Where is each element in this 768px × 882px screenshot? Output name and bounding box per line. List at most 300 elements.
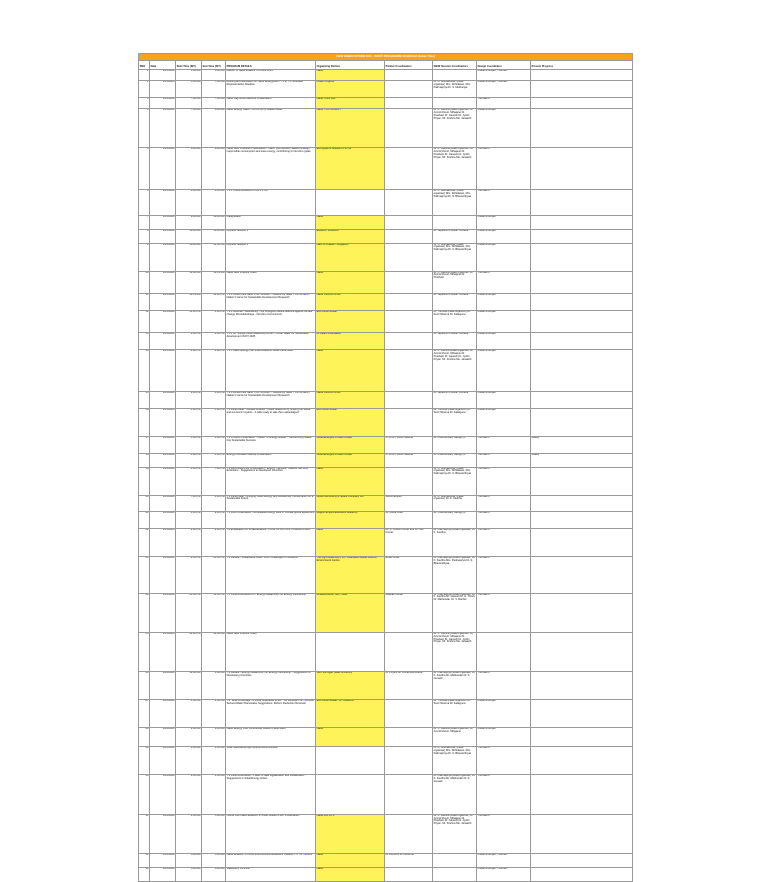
design-coordinator-cell[interactable]: Thomath K — [477, 453, 531, 467]
start-time-cell[interactable]: 6:30 PM — [176, 467, 202, 495]
design-coordinator-cell[interactable]: Thomath K — [477, 495, 531, 512]
partner-coordinators-cell[interactable]: Dr. Anbar Rola — [385, 512, 433, 529]
session-coordinators-cell[interactable]: Dr. Padmapriya (Lead organiser) Dr. K. Kavitha — [433, 529, 477, 557]
design-coordinator-cell[interactable]: Pavan/Vinenjan — [477, 727, 531, 747]
sno-cell[interactable]: 16 — [139, 408, 150, 436]
design-coordinator-cell[interactable]: Pavan/Vinenjan, Thomath — [477, 81, 531, 98]
start-time-cell[interactable]: 7:00 AM — [176, 97, 202, 108]
session-coordinators-cell[interactable]: Dr. Padmapriya (Lead organiser) Dr. K. Kavitha Mr. Ganesh Dr. G. Tsiruly Dr. Mathoodar. Dr. V. Rachel — [433, 593, 477, 632]
end-time-cell[interactable]: 6:00 AM — [202, 70, 226, 81]
organizing-partner-cell[interactable]: Eco-Clubs Global — [316, 310, 385, 332]
sno-cell[interactable]: 20 — [139, 495, 150, 512]
sno-cell[interactable]: 7 — [139, 215, 150, 229]
program-details-cell[interactable]: ISEW Best Practice Video — [226, 632, 316, 671]
start-time-cell[interactable]: 3:00 AM — [176, 747, 202, 775]
session-coordinators-cell[interactable]: Dr. Padmapriya (Lead organiser) Dr. K. Kavitha Mr. Mathoodar Dr. S. Gunasil — [433, 671, 477, 699]
start-time-cell[interactable]: 11:15 AM — [176, 293, 202, 310]
organizing-partner-cell[interactable]: The Light Millennium, Inc. Charitable Global Science Environment Centre — [316, 557, 385, 593]
design-coordinator-cell[interactable]: Pavan/Vinenjan — [477, 215, 531, 229]
design-coordinator-cell[interactable]: Thomath K — [477, 671, 531, 699]
sno-cell[interactable]: 30 — [139, 775, 150, 814]
organizing-partner-cell[interactable]: Green Astronomy & Space Company Ltd — [316, 495, 385, 512]
sno-cell[interactable]: 19 — [139, 467, 150, 495]
session-coordinators-cell[interactable]: Dr. K. Kavitha (Lead organizer) Dr. Anmol Munot, Mihajanu Dr. Prashant Dr. Ganesh Dr. Jyothi Priyan, Mr. Krishna Mo. Janaarth — [433, 109, 477, 148]
design-coordinator-cell[interactable]: Pavan/Vinenjan — [477, 310, 531, 332]
end-time-cell[interactable]: 10:30 PM — [202, 557, 226, 593]
session-coordinators-cell[interactable]: Dr. C. Muthukumar, (Lead organiser) Mrs. Rohidasan, Mrs. Padmapriya Dr. S. Bhavanithyaa — [433, 243, 477, 271]
program-details-cell[interactable]: Offline Live ISEW ENERGYSTORM Student Pitch Presentation — [226, 814, 316, 853]
start-time-cell[interactable]: 9:30 PM — [176, 557, 202, 593]
start-time-cell[interactable]: 3:30 AM — [176, 775, 202, 814]
program-details-cell[interactable]: 7.5 Debate - Sustainable Cities: From Challenges to Solutions — [226, 557, 316, 593]
session-coordinators-cell[interactable]: Dr. Jayasinth Poovan Vithiana — [433, 333, 477, 350]
partner-coordinators-cell[interactable] — [385, 190, 433, 215]
partner-coordinators-cell[interactable]: Dr. C. Vinesh Kumar and Dr. Sell Kumar — [385, 529, 433, 557]
organizing-partner-cell[interactable]: ISEW — [316, 271, 385, 293]
end-time-cell[interactable]: 2:00 AM — [202, 699, 226, 727]
end-time-cell[interactable]: 10:30 AM — [202, 229, 226, 243]
end-time-cell[interactable]: 6:00 AM — [202, 867, 226, 881]
partner-coordinators-cell[interactable] — [385, 408, 433, 436]
organizing-partner-cell[interactable]: ISEW — [316, 70, 385, 81]
program-details-cell[interactable]: Valedictory Function — [226, 867, 316, 881]
start-time-cell[interactable]: 8:00 PM — [176, 512, 202, 529]
design-coordinator-cell[interactable]: Pavan/Vinenjan — [477, 391, 531, 408]
partner-coordinators-cell[interactable] — [385, 727, 433, 747]
end-time-cell[interactable]: 11:00 AM — [202, 243, 226, 271]
organizing-partner-cell[interactable] — [316, 775, 385, 814]
end-time-cell[interactable]: 8:00 AM — [202, 109, 226, 148]
end-time-cell[interactable]: 7:30 PM — [202, 467, 226, 495]
present-progress-cell[interactable] — [531, 190, 633, 215]
start-time-cell[interactable]: 4:00 PM — [176, 408, 202, 436]
present-progress-cell[interactable] — [531, 81, 633, 98]
partner-coordinators-cell[interactable] — [385, 747, 433, 775]
design-coordinator-cell[interactable]: Thomath K — [477, 97, 531, 108]
start-time-cell[interactable]: 6:00 PM — [176, 453, 202, 467]
partner-coordinators-cell[interactable] — [385, 81, 433, 98]
partner-coordinators-cell[interactable]: Dr Priya & Mr Vishal Boonsherik — [385, 671, 433, 699]
start-time-cell[interactable]: 7:30 PM — [176, 495, 202, 512]
design-coordinator-cell[interactable]: Thomath K — [477, 814, 531, 853]
partner-coordinators-cell[interactable] — [385, 467, 433, 495]
session-coordinators-cell[interactable]: Dr. K. Kavitha (Lead organizer) Dr. Anmol Munot, Mihajanu Dr. Prashant Dr. Ganesh Dr. Jyothi Priyan, Mr. Krishna Mo. Janaarth — [433, 148, 477, 190]
present-progress-cell[interactable] — [531, 699, 633, 727]
sno-cell[interactable]: 17 — [139, 436, 150, 453]
session-coordinators-cell[interactable]: Dr. Jayasinth Poovan Vithiana — [433, 229, 477, 243]
session-coordinators-cell[interactable]: Dr. Jayasinth Poovan Vithiana — [433, 391, 477, 408]
end-time-cell[interactable]: 5:00 PM — [202, 408, 226, 436]
column-header[interactable]: SNO — [139, 61, 150, 70]
partner-coordinators-cell[interactable] — [385, 215, 433, 229]
present-progress-cell[interactable] — [531, 529, 633, 557]
date-cell[interactable]: 3/15/2024 — [150, 97, 176, 108]
date-cell[interactable]: 3/15/2024 — [150, 593, 176, 632]
date-cell[interactable]: 3/16/2024 — [150, 814, 176, 853]
sno-cell[interactable]: 12 — [139, 310, 150, 332]
design-coordinator-cell[interactable]: Thomath K — [477, 436, 531, 453]
session-coordinators-cell[interactable] — [433, 853, 477, 867]
end-time-cell[interactable]: 5:00 AM — [202, 814, 226, 853]
program-details-cell[interactable]: 7.3 Panel Meet - Bridging Clean Energy and Biodiversity Conservation for a Sustainable Future — [226, 495, 316, 512]
sno-cell[interactable]: 22 — [139, 529, 150, 557]
end-time-cell[interactable]: 12:30 PM — [202, 293, 226, 310]
date-cell[interactable]: 3/15/2024 — [150, 632, 176, 671]
present-progress-cell[interactable] — [531, 148, 633, 190]
end-time-cell[interactable]: 10:00 AM — [202, 215, 226, 229]
partner-coordinators-cell[interactable]: A. (Prof.) Girish Saxena — [385, 453, 433, 467]
program-details-cell[interactable]: Keynote Session 1 — [226, 229, 316, 243]
partner-coordinators-cell[interactable] — [385, 867, 433, 881]
date-cell[interactable]: 3/15/2024 — [150, 81, 176, 98]
organizing-partner-cell[interactable] — [316, 632, 385, 671]
partner-coordinators-cell[interactable] — [385, 243, 433, 271]
present-progress-cell[interactable] — [531, 814, 633, 853]
sno-cell[interactable]: 31 — [139, 814, 150, 853]
present-progress-cell[interactable] — [531, 727, 633, 747]
session-coordinators-cell[interactable]: Dr. Jayasinth Poovan Vithiana — [433, 293, 477, 310]
start-time-cell[interactable]: 8:00 AM — [176, 148, 202, 190]
present-progress-cell[interactable] — [531, 243, 633, 271]
design-coordinator-cell[interactable]: Pavan/Vinenjan — [477, 349, 531, 391]
partner-coordinators-cell[interactable] — [385, 775, 433, 814]
partner-coordinators-cell[interactable] — [385, 349, 433, 391]
present-progress-cell[interactable] — [531, 557, 633, 593]
partner-coordinators-cell[interactable] — [385, 310, 433, 332]
session-coordinators-cell[interactable]: Dr. C. Muthukumar, (Lead organiser) Mrs. Rohidasan, Mrs. Padmapriya Dr. S. Mukherjee — [433, 81, 477, 98]
program-details-cell[interactable]: 7.1.5 ISEW Energy Pan-India Academic Head Panel Meet — [226, 349, 316, 391]
program-details-cell[interactable]: Keynote Session 2 — [226, 243, 316, 271]
program-details-cell[interactable]: 7.2 Panel Meet - Climate Finance - builds resilience by funding the social and economic impacts - it calls ready to take Zero advantages? — [226, 408, 316, 436]
present-progress-cell[interactable] — [531, 775, 633, 814]
sno-cell[interactable]: 3 — [139, 97, 150, 108]
start-time-cell[interactable]: 1:00 PM — [176, 333, 202, 350]
organizing-partner-cell[interactable]: ISEF & Coastal - Singapore — [316, 243, 385, 271]
end-time-cell[interactable]: 1:00 AM — [202, 671, 226, 699]
date-cell[interactable]: 3/15/2024 — [150, 557, 176, 593]
organizing-partner-cell[interactable]: ISEW — [316, 467, 385, 495]
sno-cell[interactable]: 4 — [139, 109, 150, 148]
sno-cell[interactable]: 11 — [139, 293, 150, 310]
date-cell[interactable]: 3/15/2024 — [150, 215, 176, 229]
program-details-cell[interactable]: 7.5 Panel Discussion on - Energy Leadership VIII Energy Partnership — [226, 593, 316, 632]
start-time-cell[interactable]: 10:30 AM — [176, 243, 202, 271]
present-progress-cell[interactable] — [531, 70, 633, 81]
organizing-partner-cell[interactable]: SRU Michigan State University — [316, 671, 385, 699]
start-time-cell[interactable]: 9:30 AM — [176, 215, 202, 229]
sno-cell[interactable]: 8 — [139, 229, 150, 243]
partner-coordinators-cell[interactable] — [385, 699, 433, 727]
partner-coordinators-cell[interactable]: Sona Lampso — [385, 495, 433, 512]
design-coordinator-cell[interactable]: Thomath K — [477, 747, 531, 775]
program-details-cell[interactable]: ISEW Best Practice Video — [226, 271, 316, 293]
column-header[interactable]: Partner Coordinators — [385, 61, 433, 70]
design-coordinator-cell[interactable]: Thomath K — [477, 512, 531, 529]
session-coordinators-cell[interactable]: Dr. K. Kavitha (Lead organizer) Dr. Anmol Munot, Mihajanu Dr. Prashant Dr. Ganesh Dr. Jyothi Priyan, Mr. Krishna Mo. Janaarth — [433, 632, 477, 671]
present-progress-cell[interactable] — [531, 632, 633, 671]
date-cell[interactable]: 3/15/2024 — [150, 243, 176, 271]
program-details-cell[interactable]: 7.6 Debate - Energy Leadership VIII Energy Partnership - Suggestions to Developing Countries — [226, 671, 316, 699]
date-cell[interactable]: 3/15/2024 — [150, 109, 176, 148]
organizing-partner-cell[interactable]: ISEW — [316, 727, 385, 747]
start-time-cell[interactable]: 10:00 AM — [176, 229, 202, 243]
date-cell[interactable]: 3/15/2024 — [150, 271, 176, 293]
present-progress-cell[interactable] — [531, 271, 633, 293]
date-cell[interactable]: 3/15/2024 — [150, 148, 176, 190]
sno-cell[interactable]: 21 — [139, 512, 150, 529]
sno-cell[interactable]: 26 — [139, 671, 150, 699]
column-header[interactable]: End Time (IST) — [202, 61, 226, 70]
session-coordinators-cell[interactable] — [433, 97, 477, 108]
design-coordinator-cell[interactable]: Thomath K — [477, 529, 531, 557]
session-coordinators-cell[interactable] — [433, 867, 477, 881]
end-time-cell[interactable]: 7:30 AM — [202, 97, 226, 108]
start-time-cell[interactable]: 4:00 AM — [176, 814, 202, 853]
date-cell[interactable]: 3/15/2024 — [150, 408, 176, 436]
program-details-cell[interactable]: 7.2 Product Presentation - Plastic To Energy Market - Transforming Waste Into Sustainable Success — [226, 436, 316, 453]
partner-coordinators-cell[interactable] — [385, 333, 433, 350]
end-time-cell[interactable]: 9:00 PM — [202, 512, 226, 529]
organizing-partner-cell[interactable]: Regent Empire Education Academy — [316, 512, 385, 529]
partner-coordinators-cell[interactable]: Dr Donna & Dr Lucienne — [385, 853, 433, 867]
program-details-cell[interactable]: 7.1.6 Where Lies NEW YOUTH ARMY - Hosted By ISEW YOUTH ARMY Nation's Game for Sustainable Development Research — [226, 391, 316, 408]
present-progress-cell[interactable]: Ready — [531, 436, 633, 453]
partner-coordinators-cell[interactable] — [385, 70, 433, 81]
date-cell[interactable]: 3/15/2024 — [150, 70, 176, 81]
session-coordinators-cell[interactable] — [433, 70, 477, 81]
design-coordinator-cell[interactable]: Thomath K — [477, 557, 531, 593]
program-details-cell[interactable]: ISEW Energy Inter Continental Student Panel Meet — [226, 727, 316, 747]
present-progress-cell[interactable] — [531, 391, 633, 408]
start-time-cell[interactable]: 7:30 AM — [176, 109, 202, 148]
end-time-cell[interactable]: 9:30 PM — [202, 529, 226, 557]
design-coordinator-cell[interactable]: Pavan/Vinenjan, Thomath — [477, 853, 531, 867]
date-cell[interactable]: 3/15/2024 — [150, 391, 176, 408]
end-time-cell[interactable]: 9:00 AM — [202, 148, 226, 190]
sno-cell[interactable]: 33 — [139, 867, 150, 881]
organizing-partner-cell[interactable]: ISEW — [316, 215, 385, 229]
session-coordinators-cell[interactable]: Dr. Thomas (Lead organizer) Dr. Sunil Sharma Dr. Kalaiguna — [433, 408, 477, 436]
session-coordinators-cell[interactable]: Dr. Thomas (Lead organizer) Dr. Sunil Sharma Dr. Kalaiguna — [433, 699, 477, 727]
organizing-partner-cell[interactable]: ISEW — [316, 349, 385, 391]
sno-cell[interactable]: 1 — [139, 70, 150, 81]
start-time-cell[interactable]: 10:30 PM — [176, 593, 202, 632]
organizing-partner-cell[interactable]: ENERGY ENIGMA — [316, 229, 385, 243]
session-coordinators-cell[interactable]: Dr. Preetha Mary George (L — [433, 436, 477, 453]
date-cell[interactable]: 3/16/2024 — [150, 775, 176, 814]
program-details-cell[interactable]: 7.1.1 Where Lies NEW YOUTH ARMY - Hosted By ISEW YOUTH ARMY Nation's Game for Sustainable Development Research — [226, 293, 316, 310]
present-progress-cell[interactable] — [531, 229, 633, 243]
design-coordinator-cell[interactable]: Pavan/Vinenjan — [477, 699, 531, 727]
session-coordinators-cell[interactable]: Dr. K. Kavitha (Lead organizer) Dr. Anmol Munot, Mihajanu Dr. Prashant Dr. Ganesh Dr. Jyothi Priyan, Mr. Krishna Mo. Janaarth — [433, 814, 477, 853]
end-time-cell[interactable]: 6:30 PM — [202, 453, 226, 467]
date-cell[interactable]: 3/15/2024 — [150, 349, 176, 391]
start-time-cell[interactable]: 12:00 AM — [176, 671, 202, 699]
column-header[interactable]: ISEW Session Coordinators — [433, 61, 477, 70]
sno-cell[interactable]: 6 — [139, 190, 150, 215]
present-progress-cell[interactable] — [531, 293, 633, 310]
design-coordinator-cell[interactable]: Pavan/Vinenjan — [477, 243, 531, 271]
design-coordinator-cell[interactable]: Thomath K — [477, 190, 531, 215]
partner-coordinators-cell[interactable]: Eman Umar — [385, 557, 433, 593]
start-time-cell[interactable]: 1:00 AM — [176, 699, 202, 727]
end-time-cell[interactable]: 2:00 PM — [202, 333, 226, 350]
start-time-cell[interactable]: 2:00 PM — [176, 349, 202, 391]
start-time-cell[interactable]: 5:30 AM — [176, 867, 202, 881]
organizing-partner-cell[interactable]: ISEW INDIAN CLUB — [316, 293, 385, 310]
design-coordinator-cell[interactable]: Pavan/Vinenjan — [477, 229, 531, 243]
date-cell[interactable]: 3/16/2024 — [150, 867, 176, 881]
partner-coordinators-cell[interactable] — [385, 229, 433, 243]
column-header[interactable]: Date — [150, 61, 176, 70]
start-time-cell[interactable]: 9:00 AM — [176, 190, 202, 215]
present-progress-cell[interactable] — [531, 408, 633, 436]
date-cell[interactable]: 3/15/2024 — [150, 229, 176, 243]
sno-cell[interactable]: 2 — [139, 81, 150, 98]
date-cell[interactable]: 3/16/2024 — [150, 671, 176, 699]
session-coordinators-cell[interactable]: Dr. K. Kavitha (Lead organizer) Dr. Anmol Munot, Mihajanu — [433, 727, 477, 747]
program-details-cell[interactable]: ISEW Best Practices Presentation - Teach your workers Tasked to adopt responsible consumption and save energy, contributing to Net Zero goals — [226, 148, 316, 190]
sno-cell[interactable]: 25 — [139, 632, 150, 671]
program-details-cell[interactable]: 7.1.3 Webinar - Biodiversity - our strongest natural defence against climate change #GoodHerbiage - Net Zero Commitment — [226, 310, 316, 332]
present-progress-cell[interactable] — [531, 853, 633, 867]
program-details-cell[interactable]: ISEW Day Good Machine Presentation — [226, 97, 316, 108]
design-coordinator-cell[interactable]: Pavan/Vinenjan — [477, 408, 531, 436]
present-progress-cell[interactable] — [531, 310, 633, 332]
partner-coordinators-cell[interactable] — [385, 632, 433, 671]
organizing-partner-cell[interactable]: ISEW — [316, 853, 385, 867]
date-cell[interactable]: 3/15/2024 — [150, 512, 176, 529]
present-progress-cell[interactable] — [531, 215, 633, 229]
program-details-cell[interactable]: 7.1.4 Mr. Shinde India Leadership Forum - Urban Water for Sustainable development ISCIT 2025 — [226, 333, 316, 350]
sno-cell[interactable]: 5 — [139, 148, 150, 190]
end-time-cell[interactable]: 3:30 AM — [202, 747, 226, 775]
design-coordinator-cell[interactable]: Thomath K — [477, 148, 531, 190]
organizing-partner-cell[interactable] — [316, 190, 385, 215]
session-coordinators-cell[interactable]: Dr. Padmapriya (Lead organiser) Dr. K. Kavitha Mr. Mathoodar Dr. S. Gunasil — [433, 775, 477, 814]
present-progress-cell[interactable] — [531, 109, 633, 148]
sno-cell[interactable]: 10 — [139, 271, 150, 293]
sno-cell[interactable]: 29 — [139, 747, 150, 775]
organizing-partner-cell[interactable]: Eco-Clubs Global — [316, 408, 385, 436]
program-details-cell[interactable]: Energy Innovation startup Presentation — [226, 453, 316, 467]
partner-coordinators-cell[interactable] — [385, 293, 433, 310]
date-cell[interactable]: 3/15/2024 — [150, 453, 176, 467]
start-time-cell[interactable]: 12:30 PM — [176, 310, 202, 332]
program-details-cell[interactable]: 7.1.1 Online Review on COP1.1 UK — [226, 190, 316, 215]
present-progress-cell[interactable] — [531, 467, 633, 495]
column-header[interactable]: Present Progress — [531, 61, 633, 70]
design-coordinator-cell[interactable]: Thomath K — [477, 467, 531, 495]
column-header[interactable]: Organizing Partner — [316, 61, 385, 70]
organizing-partner-cell[interactable]: EcoSystems Solutions Pvt Ltd — [316, 148, 385, 190]
end-time-cell[interactable]: 5:30 AM — [202, 853, 226, 867]
sno-cell[interactable]: 27 — [139, 699, 150, 727]
start-time-cell[interactable]: 2:00 AM — [176, 727, 202, 747]
session-coordinators-cell[interactable]: Dr. Preetha Mary George (L — [433, 512, 477, 529]
end-time-cell[interactable]: 12:00 AM — [202, 632, 226, 671]
start-time-cell[interactable]: 9:00 PM — [176, 529, 202, 557]
end-time-cell[interactable]: 1:00 PM — [202, 310, 226, 332]
program-details-cell[interactable]: 7.3 Roti-mukta Pilot Presentation - Energy Transition Towards Net Zero Emissions - Suggestions to Developed Countries — [226, 467, 316, 495]
design-coordinator-cell[interactable]: Thomath K — [477, 271, 531, 293]
session-coordinators-cell[interactable]: Dr. Preetha Mary George (L — [433, 453, 477, 467]
session-coordinators-cell[interactable]: Dr. K. Kavitha (Lead organizer) Dr. Anmol Munot, Mihajanu Dr. Prashant — [433, 271, 477, 293]
design-coordinator-cell[interactable]: Thomath K — [477, 593, 531, 632]
program-details-cell[interactable]: 7.3 Pilot Presentation - Renewable energy Role in Climate global agreement — [226, 512, 316, 529]
start-time-cell[interactable]: 5:00 PM — [176, 436, 202, 453]
end-time-cell[interactable]: 3:00 AM — [202, 727, 226, 747]
design-coordinator-cell[interactable]: Pavan/Vinenjan — [477, 333, 531, 350]
sno-cell[interactable]: 18 — [139, 453, 150, 467]
organizing-partner-cell[interactable]: ISEW — [316, 529, 385, 557]
session-coordinators-cell[interactable]: Dr. C. Muthukumar, (Lead organiser) Mrs. Rohidasan, Mrs. Padmapriya Dr. S. Bhavanithyaa — [433, 190, 477, 215]
end-time-cell[interactable]: 3:00 PM — [202, 349, 226, 391]
end-time-cell[interactable]: 7:00 AM — [202, 81, 226, 98]
design-coordinator-cell[interactable]: Pavan/Vinenjan — [477, 293, 531, 310]
sno-cell[interactable]: 32 — [139, 853, 150, 867]
session-coordinators-cell[interactable] — [433, 215, 477, 229]
start-time-cell[interactable]: 3:00 PM — [176, 391, 202, 408]
organizing-partner-cell[interactable]: GreenEnergies Private Limited — [316, 436, 385, 453]
date-cell[interactable]: 3/16/2024 — [150, 699, 176, 727]
date-cell[interactable]: 3/16/2024 — [150, 727, 176, 747]
program-details-cell[interactable]: Briefing and discussion on ISEW Energystorm 7.1 to 7.X Schedule Representative Situation — [226, 81, 316, 98]
end-time-cell[interactable]: 11:30 PM — [202, 593, 226, 632]
organizing-partner-cell[interactable]: Eco-Clubs Global - Dr. UBIRANI — [316, 699, 385, 727]
session-coordinators-cell[interactable]: Dr. C. Muthukumar, (Lead organiser) Mrs. Rohidasan, Mrs. Padmapriya Dr. S. Bhavanithyaa — [433, 747, 477, 775]
sno-cell[interactable]: 14 — [139, 349, 150, 391]
present-progress-cell[interactable] — [531, 512, 633, 529]
end-time-cell[interactable]: 4:00 PM — [202, 391, 226, 408]
date-cell[interactable]: 3/15/2024 — [150, 495, 176, 512]
sno-cell[interactable]: 15 — [139, 391, 150, 408]
program-details-cell[interactable]: 7.6 Panel Discussion - Power of data digitalization and visualization - Suggestions to Solar/Energy Action — [226, 775, 316, 814]
organizing-partner-cell[interactable]: Rinaldo/Infinite Tech, India — [316, 593, 385, 632]
partner-coordinators-cell[interactable]: A. (Prof.) Girish Saxena — [385, 436, 433, 453]
organizing-partner-cell[interactable]: Dr Kalam Foundation — [316, 333, 385, 350]
start-time-cell[interactable]: 5:00 AM — [176, 853, 202, 867]
organizing-partner-cell[interactable]: Power Projects — [316, 81, 385, 98]
organizing-partner-cell[interactable]: GreenEnergies Private Limited — [316, 453, 385, 467]
date-cell[interactable]: 3/15/2024 — [150, 436, 176, 453]
sno-cell[interactable]: 23 — [139, 557, 150, 593]
date-cell[interactable]: 3/15/2024 — [150, 310, 176, 332]
end-time-cell[interactable]: 8:00 PM — [202, 495, 226, 512]
session-coordinators-cell[interactable]: Dr. Thomas (Lead organizer) Dr. Sunil Sharma Dr. Kalaiguna — [433, 310, 477, 332]
start-time-cell[interactable]: 11:30 PM — [176, 632, 202, 671]
session-coordinators-cell[interactable]: Dr. Padmapriya (Lead organiser) Dr. K. Kavitha Mrs. Padmapriya Dr. S. Bhavanithyaa — [433, 557, 477, 593]
date-cell[interactable]: 3/15/2024 — [150, 190, 176, 215]
program-details-cell[interactable]: 7.6 "Less & Damage - A Moral Imperative to act" - #4 Webinar Pre - Remote Sensed Water Planorealus Suggestions: Reform Reduction Renewal — [226, 699, 316, 727]
program-details-cell[interactable]: 7.4 Explanation on #ISEWENERGY PLAN OF ACTION TOWARDS 2025 — [226, 529, 316, 557]
date-cell[interactable]: 3/15/2024 — [150, 467, 176, 495]
design-coordinator-cell[interactable]: Pavan/Vinenjan — [477, 109, 531, 148]
present-progress-cell[interactable] — [531, 97, 633, 108]
sno-cell[interactable]: 9 — [139, 243, 150, 271]
date-cell[interactable]: 3/15/2024 — [150, 293, 176, 310]
present-progress-cell[interactable]: Ready — [531, 453, 633, 467]
organizing-partner-cell[interactable]: ISEW IMF BTS — [316, 814, 385, 853]
organizing-partner-cell[interactable]: ISEW Think Lab — [316, 97, 385, 108]
present-progress-cell[interactable] — [531, 593, 633, 632]
design-coordinator-cell[interactable]: Pavan/Vinenjan, Thomath — [477, 867, 531, 881]
start-time-cell[interactable]: 6:00 AM — [176, 70, 202, 81]
partner-coordinators-cell[interactable] — [385, 148, 433, 190]
design-coordinator-cell[interactable]: Pavan/Vinenjan, Thomath — [477, 70, 531, 81]
column-header[interactable]: PROGRAM DETAILS — [226, 61, 316, 70]
design-coordinator-cell[interactable]: Thomath K — [477, 775, 531, 814]
